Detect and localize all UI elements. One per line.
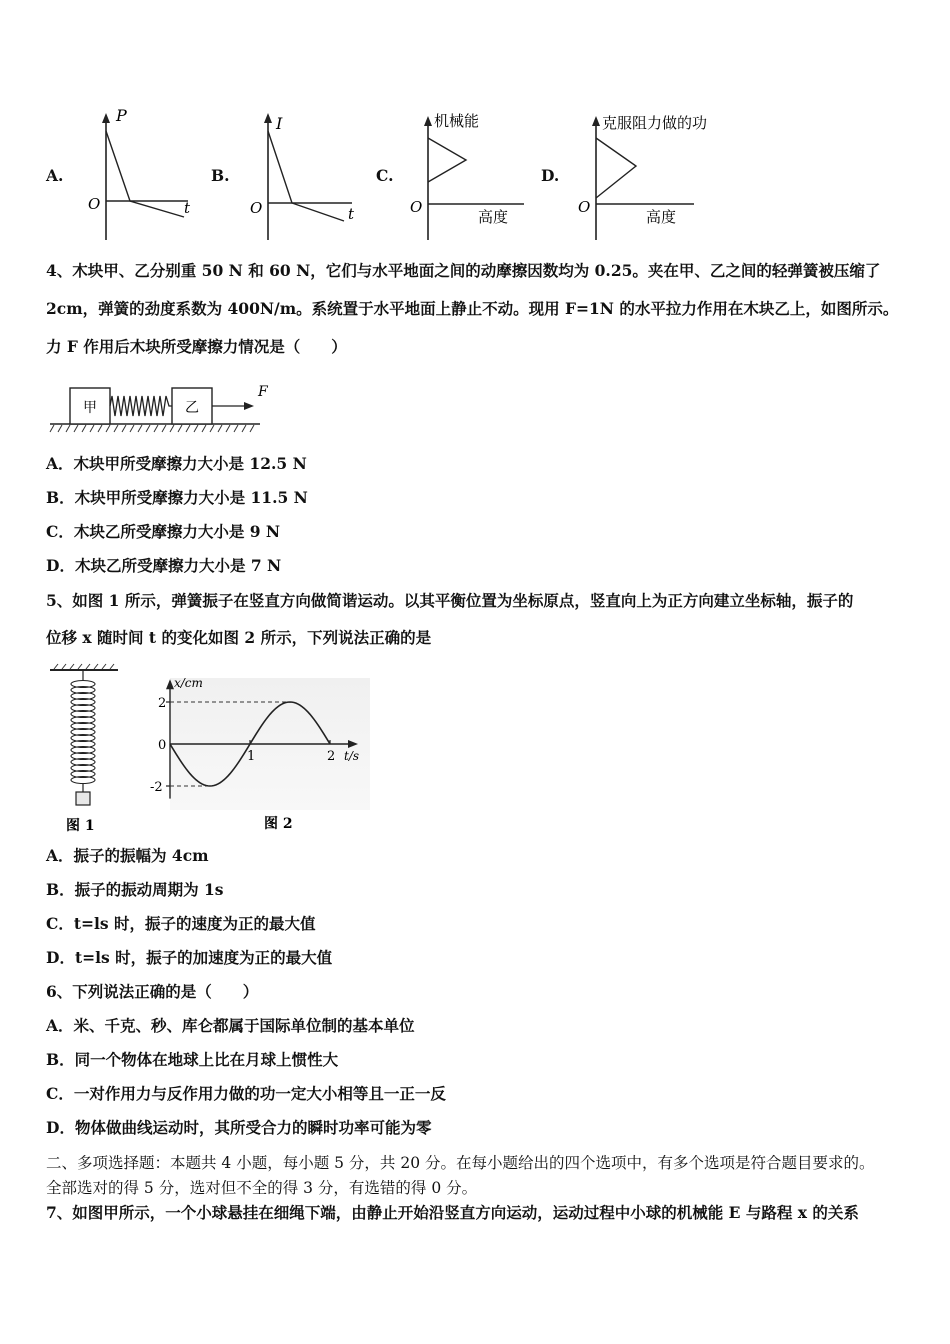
- y-tick-label: 2: [158, 696, 167, 711]
- x-axis-label: t: [348, 205, 355, 223]
- x-axis-label: t: [184, 199, 191, 217]
- q4-stem-line-3: 力 F 作用后木块所受摩擦力情况是（ ）: [46, 337, 347, 356]
- q6-option-a: A．米、千克、秒、库仑都属于国际单位制的基本单位: [46, 1016, 415, 1035]
- q6-option-d: D．物体做曲线运动时，其所受合力的瞬时功率可能为零: [46, 1118, 432, 1137]
- spring-blocks-figure: [48, 380, 278, 436]
- q4-stem-line-1: 4、木块甲、乙分别重 50 N 和 60 N，它们与水平地面之间的动摩擦因数均为 0.25。夹在甲、乙之间的轻弹簧被压缩了: [46, 261, 881, 280]
- q7-stem-line-1: 7、如图甲所示，一个小球悬挂在细绳下端，由静止开始沿竖直方向运动，运动过程中小球的机械能 E 与路程 x 的关系: [46, 1203, 859, 1222]
- q5-stem-line-1: 5、如图 1 所示，弹簧振子在竖直方向做简谐运动。以其平衡位置为坐标原点，竖直向上为正方向建立坐标轴，振子的: [46, 591, 854, 610]
- q5-option-d: D．t=ls 时，振子的加速度为正的最大值: [46, 948, 333, 967]
- q4-option-c: C．木块乙所受摩擦力大小是 9 N: [46, 522, 281, 541]
- block-jia-label: 甲: [83, 400, 97, 416]
- figure-2-displacement-time-graph: [140, 662, 390, 838]
- figure-1-caption: 图 1: [66, 818, 95, 834]
- q4-option-b: B．木块甲所受摩擦力大小是 11.5 N: [46, 488, 308, 507]
- oscillator-mass: [76, 792, 90, 805]
- graph-b: [244, 105, 364, 245]
- origin-label: O: [250, 199, 263, 217]
- q6-stem: 6、下列说法正确的是（ ）: [46, 982, 259, 1001]
- section-2-heading-line-2: 全部选对的得 5 分，选对但不全的得 3 分，有选错的得 0 分。: [46, 1179, 478, 1197]
- y-arrow: [264, 113, 272, 123]
- q6-option-b: B．同一个物体在地球上比在月球上惯性大: [46, 1050, 339, 1069]
- y-tick-label: -2: [150, 780, 163, 795]
- graph-d: [574, 108, 734, 243]
- graph-line: [268, 131, 344, 221]
- y-arrow: [424, 116, 432, 126]
- section-2-heading-line-1: 二、多项选择题：本题共 4 小题，每小题 5 分，共 20 分。在每小题给出的四个选项中，有多个选项是符合题目要求的。: [46, 1154, 875, 1172]
- origin-label: O: [88, 195, 101, 213]
- y-arrow: [102, 113, 110, 123]
- q4-option-d: D．木块乙所受摩擦力大小是 7 N: [46, 556, 282, 575]
- y-axis-label: 克服阻力做的功: [602, 114, 708, 132]
- graph-a: [80, 105, 200, 245]
- graph-line: [428, 138, 466, 182]
- graph-line: [106, 131, 184, 217]
- y-axis-label: I: [276, 114, 283, 133]
- origin-label: O: [410, 198, 423, 216]
- y-arrow: [592, 116, 600, 126]
- spring: [110, 396, 172, 416]
- x-tick-label: 1: [247, 749, 256, 764]
- option-c-label: C.: [376, 166, 394, 185]
- q5-option-a: A．振子的振幅为 4cm: [46, 846, 209, 865]
- y-axis-label: P: [116, 106, 127, 125]
- origin-label: O: [578, 198, 591, 216]
- q5-option-c: C．t=ls 时，振子的速度为正的最大值: [46, 914, 316, 933]
- vertical-spring: [71, 681, 95, 784]
- option-d-label: D.: [541, 166, 560, 185]
- y-axis-label: 机械能: [434, 112, 480, 130]
- figure-2-caption: 图 2: [264, 816, 293, 832]
- x-axis-label: 高度: [646, 208, 677, 226]
- option-b-label: B.: [211, 166, 230, 185]
- option-a-label: A.: [46, 166, 64, 185]
- q5-stem-line-2: 位移 x 随时间 t 的变化如图 2 所示，下列说法正确的是: [46, 628, 432, 647]
- x-axis-label: 高度: [478, 208, 509, 226]
- x-axis-label: t/s: [344, 749, 360, 763]
- figure-1-spring-oscillator: [46, 662, 126, 838]
- graph-c: [406, 108, 536, 243]
- y-axis-label: x/cm: [174, 676, 203, 691]
- x-tick-label: 2: [327, 749, 336, 764]
- graph-line: [596, 138, 636, 198]
- block-yi-label: 乙: [185, 400, 199, 416]
- q5-option-b: B．振子的振动周期为 1s: [46, 880, 224, 899]
- q6-option-c: C．一对作用力与反作用力做的功一定大小相等且一正一反: [46, 1084, 446, 1103]
- q4-stem-line-2: 2cm，弹簧的劲度系数为 400N/m。系统置于水平地面上静止不动。现用 F=1N 的水平拉力作用在木块乙上，如图所示。: [46, 299, 899, 318]
- q4-option-a: A．木块甲所受摩擦力大小是 12.5 N: [46, 454, 307, 473]
- y-tick-label-0: 0: [158, 738, 167, 753]
- force-label: F: [258, 384, 268, 400]
